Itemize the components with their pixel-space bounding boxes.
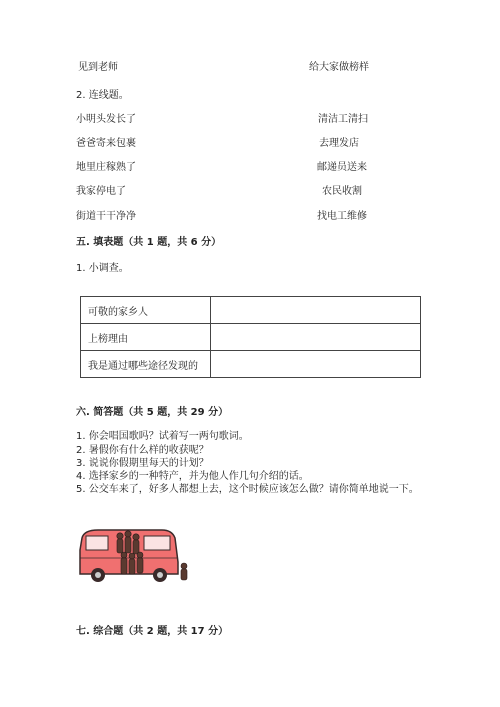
bus-illustration xyxy=(76,522,194,588)
match-left-item: 爸爸寄来包裹 xyxy=(76,138,136,149)
match-right-item: 清洁工清扫 xyxy=(318,114,368,125)
table-row xyxy=(81,351,421,378)
short-answer-question: 3. 说说你假期里每天的计划？ xyxy=(76,458,209,469)
question-title-connect: 2. 连线题。 xyxy=(76,90,129,101)
table-row xyxy=(81,324,421,351)
table-cell-input[interactable] xyxy=(211,297,421,324)
section-heading-fill-table: 五. 填表题（共 1 题，共 6 分） xyxy=(76,237,222,248)
question-survey: 1. 小调查。 xyxy=(76,263,129,274)
match-left-item: 街道干干净净 xyxy=(76,211,136,222)
match-left-item: 我家停电了 xyxy=(76,186,126,197)
table-cell-input[interactable] xyxy=(211,351,421,378)
short-answer-question: 1. 你会唱国歌吗？试着写一两句歌词。 xyxy=(76,431,249,442)
match-right-item: 去理发店 xyxy=(319,138,359,149)
match-left-item: 地里庄稼熟了 xyxy=(76,162,136,173)
match-right-item: 邮递员送来 xyxy=(317,162,367,173)
match-right-item: 农民收割 xyxy=(322,186,362,197)
section-heading-short-answer: 六. 简答题（共 5 题，共 29 分） xyxy=(76,407,229,418)
match-left-top: 见到老师 xyxy=(78,62,118,73)
short-answer-question: 5. 公交车来了，好多人都想上去，这个时候应该怎么做？请你简单地说一下。 xyxy=(76,484,419,495)
table-cell-label: 上榜理由 xyxy=(81,324,211,351)
survey-table xyxy=(80,296,421,378)
match-right-item: 找电工维修 xyxy=(317,211,367,222)
short-answer-question: 4. 选择家乡的一种特产，并为他人作几句介绍的话。 xyxy=(76,471,309,482)
table-cell-label: 我是通过哪些途径发现的 xyxy=(81,351,211,378)
match-right-top: 给大家做榜样 xyxy=(309,62,369,73)
table-row xyxy=(81,297,421,324)
short-answer-question: 2. 暑假你有什么样的收获呢？ xyxy=(76,445,209,456)
table-cell-label: 可敬的家乡人 xyxy=(81,297,211,324)
section-heading-comprehensive: 七. 综合题（共 2 题，共 17 分） xyxy=(76,626,229,637)
table-cell-input[interactable] xyxy=(211,324,421,351)
match-left-item: 小明头发长了 xyxy=(76,114,136,125)
